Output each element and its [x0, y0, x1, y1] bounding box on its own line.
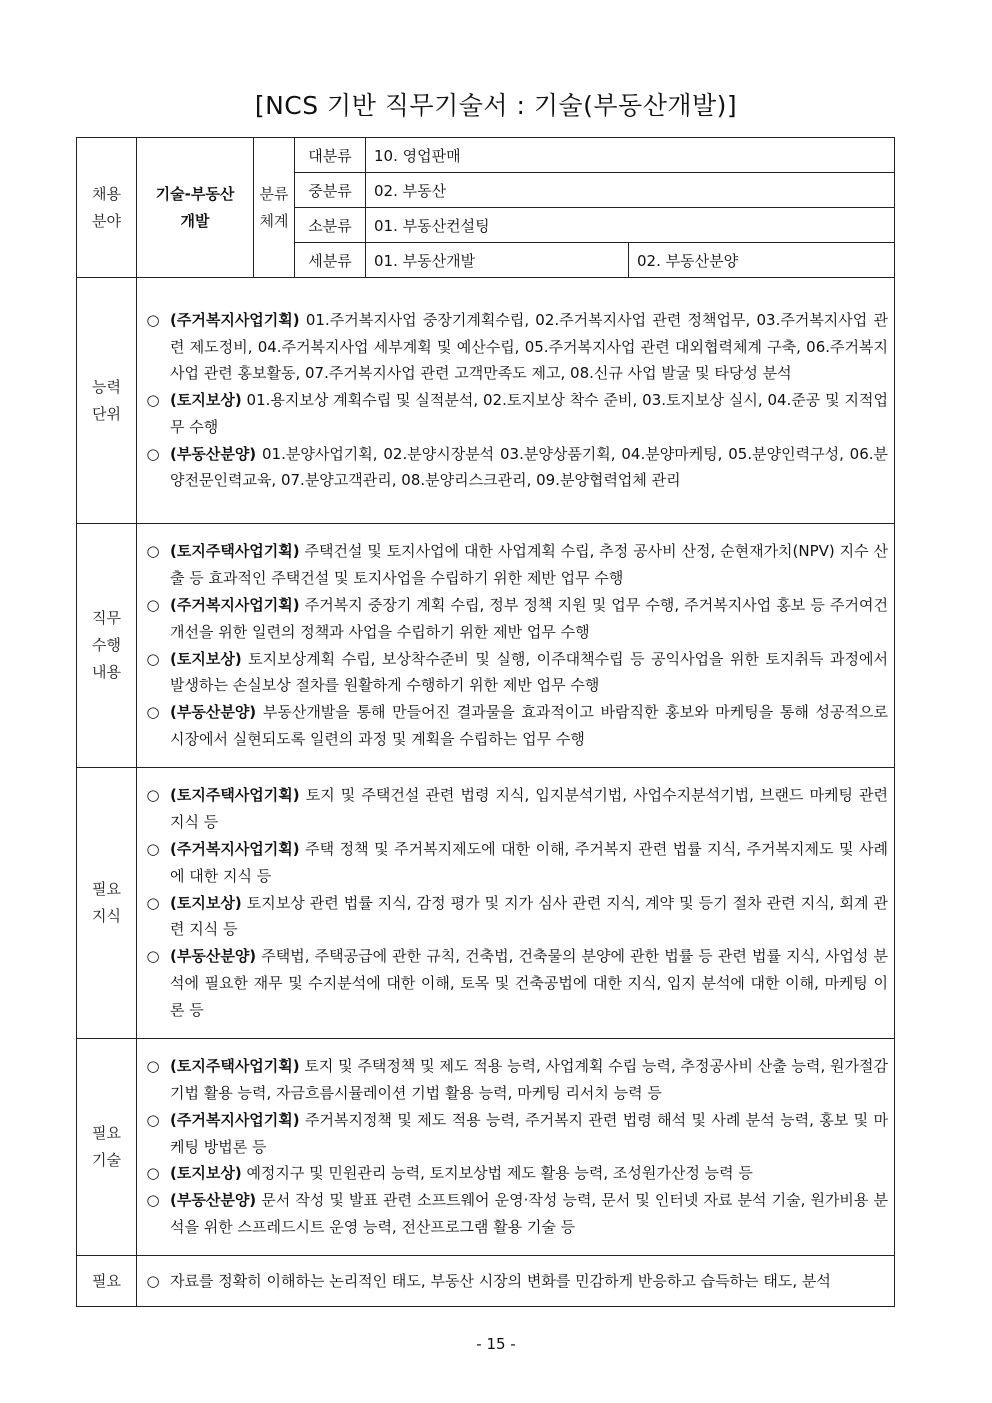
item-heading: (주거복지사업기획) — [170, 1110, 300, 1129]
item-text: 주거복지정책 및 제도 적용 능력, 주거복지 관련 법령 해석 및 사례 분석 능력, 홍보 및 마케팅 방법론 등 — [170, 1110, 888, 1156]
section-row — [77, 1039, 895, 1256]
section-label-line: 직무 — [92, 609, 121, 627]
bullet-item — [143, 646, 888, 700]
detail-category-label: 세분류 — [295, 243, 366, 278]
item-heading: (주거복지사업기획) — [170, 595, 300, 614]
item-text: 주거복지 중장기 계획 수립, 정부 정책 지원 및 업무 수행, 주거복지사업 홍보 등 주거여건 개선을 위한 일련의 정책과 사업을 수립하기 위한 제반 업무 수행 — [170, 595, 888, 641]
section-label-line: 단위 — [92, 404, 121, 423]
section-label — [77, 1256, 137, 1307]
item-text: 주택건설 및 토지사업에 대한 사업계획 수립, 추정 공사비 산정, 순현재가치(NPV) 지수 산출 등 효과적인 주택건설 및 토지사업을 수립하기 위한 제반 업무 수행 — [170, 542, 888, 588]
section-label — [77, 768, 137, 1039]
item-text: 예정지구 및 민원관리 능력, 토지보상법 제도 활용 능력, 조성원가산정 능력 등 — [241, 1164, 753, 1183]
item-text: 01.주거복지사업 중장기계획수립, 02.주거복지사업 관련 정책업무, 03.주거복지사업 관련 제도정비, 04.주거복지사업 세부계획 및 예산수립, 05.주거복지사업 관련 대외협력체계 구축, 06.주거복지사업 관련 홍보활동, 07.주거복지사업 관련 고객만족도 제고, 08.신규 사업 발굴 및 타당성 분석 — [170, 310, 888, 383]
section-label-line: 필요 — [92, 1124, 121, 1142]
bullet-item — [143, 592, 888, 646]
circle-bullet-icon: ○ — [146, 595, 160, 614]
section-label-line: 필요 — [92, 880, 121, 898]
item-heading: (토지주택사업기획) — [170, 786, 300, 805]
bullet-item — [143, 307, 888, 387]
middle-category-label: 중분류 — [295, 173, 366, 208]
bullet-item — [143, 441, 888, 495]
bullet-item — [143, 1053, 888, 1107]
section-label — [77, 1039, 137, 1256]
section-label-line: 기술 — [92, 1151, 121, 1169]
item-text: 01.용지보상 계획수립 및 실적분석, 02.토지보상 착수 준비, 03.토지보상 실시, 04.준공 및 지적업무 수행 — [170, 391, 888, 436]
page-title: [NCS 기반 직무기술서 : 기술(부동산개발)] — [254, 91, 738, 120]
bullet-item — [143, 1187, 888, 1241]
circle-bullet-icon: ○ — [146, 840, 160, 858]
middle-category-value: 02. 부동산 — [366, 173, 895, 208]
item-text: 주택 정책 및 주거복지제도에 대한 이해, 주거복지 관련 법률 지식, 주거복지제도 및 사례에 대한 지식 등 — [170, 840, 888, 885]
section-label-line: 내용 — [92, 663, 121, 681]
bullet-item — [143, 1160, 888, 1187]
circle-bullet-icon: ○ — [146, 703, 160, 722]
item-heading: (부동산분양) — [170, 703, 257, 722]
bullet-item — [143, 782, 888, 836]
section-row — [77, 768, 895, 1039]
item-heading: (주거복지사업기획) — [170, 840, 300, 858]
item-heading: (토지보상) — [170, 893, 242, 912]
section-row — [77, 524, 895, 768]
circle-bullet-icon: ○ — [146, 310, 160, 329]
detail-category-value-2: 02. 부동산분양 — [629, 243, 895, 278]
item-text: 주택법, 주택공급에 관한 규칙, 건축법, 건축물의 분양에 관한 법률 등 관련 법률 지식, 사업성 분석에 필요한 재무 및 수지분석에 대한 이해, 토목 및 건축공법에 대한 지식, 입지 분석에 대한 이해, 마케팅 이론 등 — [170, 947, 888, 1019]
circle-bullet-icon: ○ — [146, 1164, 160, 1183]
circle-bullet-icon: ○ — [146, 542, 160, 561]
section-label — [77, 524, 137, 768]
section-content — [137, 278, 895, 524]
circle-bullet-icon: ○ — [146, 1271, 160, 1290]
bullet-item — [143, 538, 888, 592]
section-label-line: 능력 — [92, 377, 121, 396]
major-category-label: 대분류 — [295, 138, 366, 173]
bullet-item — [143, 836, 888, 890]
circle-bullet-icon: ○ — [146, 786, 160, 805]
item-heading: (토지보상) — [170, 1164, 242, 1183]
major-category-value: 10. 영업판매 — [366, 138, 895, 173]
bullet-item — [143, 890, 888, 944]
section-label-line: 필요 — [92, 1271, 121, 1290]
circle-bullet-icon: ○ — [146, 649, 160, 668]
bullet-item — [143, 1268, 888, 1295]
item-heading: (토지보상) — [170, 649, 242, 668]
item-heading: (주거복지사업기획) — [170, 310, 300, 329]
bullet-item — [143, 699, 888, 753]
item-heading: (부동산분양) — [170, 444, 257, 463]
circle-bullet-icon: ○ — [146, 1057, 160, 1076]
section-label-line: 수행 — [92, 636, 121, 654]
minor-category-label: 소분류 — [295, 208, 366, 243]
circle-bullet-icon: ○ — [146, 893, 160, 912]
sections-body — [77, 278, 895, 1307]
circle-bullet-icon: ○ — [146, 1110, 160, 1129]
item-heading: (부동산분양) — [170, 1191, 257, 1210]
field-label: 채용 분야 — [77, 138, 137, 278]
circle-bullet-icon: ○ — [146, 1191, 160, 1210]
detail-category-value-1: 01. 부동산개발 — [366, 243, 629, 278]
section-label-line: 지식 — [92, 907, 121, 925]
item-text: 부동산개발을 통해 만들어진 결과물을 효과적이고 바람직한 홍보와 마케팅을 통해 성공적으로 시장에서 실현되도록 일련의 과정 및 계획을 수립하는 업무 수행 — [170, 703, 888, 748]
section-content — [137, 1256, 895, 1307]
section-label — [77, 278, 137, 524]
item-text: 토지 및 주택건설 관련 법령 지식, 입지분석기법, 사업수지분석기법, 브랜드 마케팅 관련 지식 등 — [170, 786, 888, 832]
page-number: - 15 - — [476, 1335, 516, 1353]
section-content — [137, 768, 895, 1039]
section-content — [137, 1039, 895, 1256]
section-row — [77, 278, 895, 524]
item-text: 자료를 정확히 이해하는 논리적인 태도, 부동산 시장의 변화를 민감하게 반응하고 습득하는 태도, 분석 — [170, 1271, 831, 1290]
circle-bullet-icon: ○ — [146, 947, 160, 966]
circle-bullet-icon: ○ — [146, 391, 160, 410]
system-label: 분류 체계 — [254, 138, 295, 278]
bullet-item — [143, 1107, 888, 1161]
bullet-item — [143, 387, 888, 441]
item-text: 토지보상 관련 법률 지식, 감정 평가 및 지가 심사 관련 지식, 계약 및 등기 절차 관련 지식, 회계 관련 지식 등 — [170, 893, 888, 939]
minor-category-value: 01. 부동산컨설팅 — [366, 208, 895, 243]
item-text: 01.분양사업기획, 02.분양시장분석 03.분양상품기획, 04.분양마케팅, 05.분양인력구성, 06.분양전문인력교육, 07.분양고객관리, 08.분양리스크관리, 09.분양협력업체 관리 — [170, 444, 888, 490]
field-value: 기술-부동산 개발 — [137, 138, 254, 278]
item-heading: (토지주택사업기획) — [170, 1057, 300, 1076]
item-text: 토지 및 주택정책 및 제도 적용 능력, 사업계획 수립 능력, 추정공사비 산출 능력, 원가절감 기법 활용 능력, 자금흐름시뮬레이션 기법 활용 능력, 마케팅 리서치 능력 등 — [170, 1057, 888, 1102]
item-heading: (부동산분양) — [170, 947, 257, 966]
section-row — [77, 1256, 895, 1307]
item-text: 토지보상계획 수립, 보상착수준비 및 실행, 이주대책수립 등 공익사업을 위한 토지취득 과정에서 발생하는 손실보상 절차를 원활하게 수행하기 위한 제반 업무 수행 — [170, 649, 888, 695]
job-description-table — [76, 137, 895, 1307]
item-text: 문서 작성 및 발표 관련 소프트웨어 운영·작성 능력, 문서 및 인터넷 자료 분석 기술, 원가비용 분석을 위한 스프레드시트 운영 능력, 전산프로그램 활용 기술 등 — [170, 1191, 888, 1236]
item-heading: (토지주택사업기획) — [170, 542, 300, 561]
section-content — [137, 524, 895, 768]
bullet-item — [143, 943, 888, 1023]
item-heading: (토지보상) — [170, 391, 242, 410]
circle-bullet-icon: ○ — [146, 444, 160, 463]
